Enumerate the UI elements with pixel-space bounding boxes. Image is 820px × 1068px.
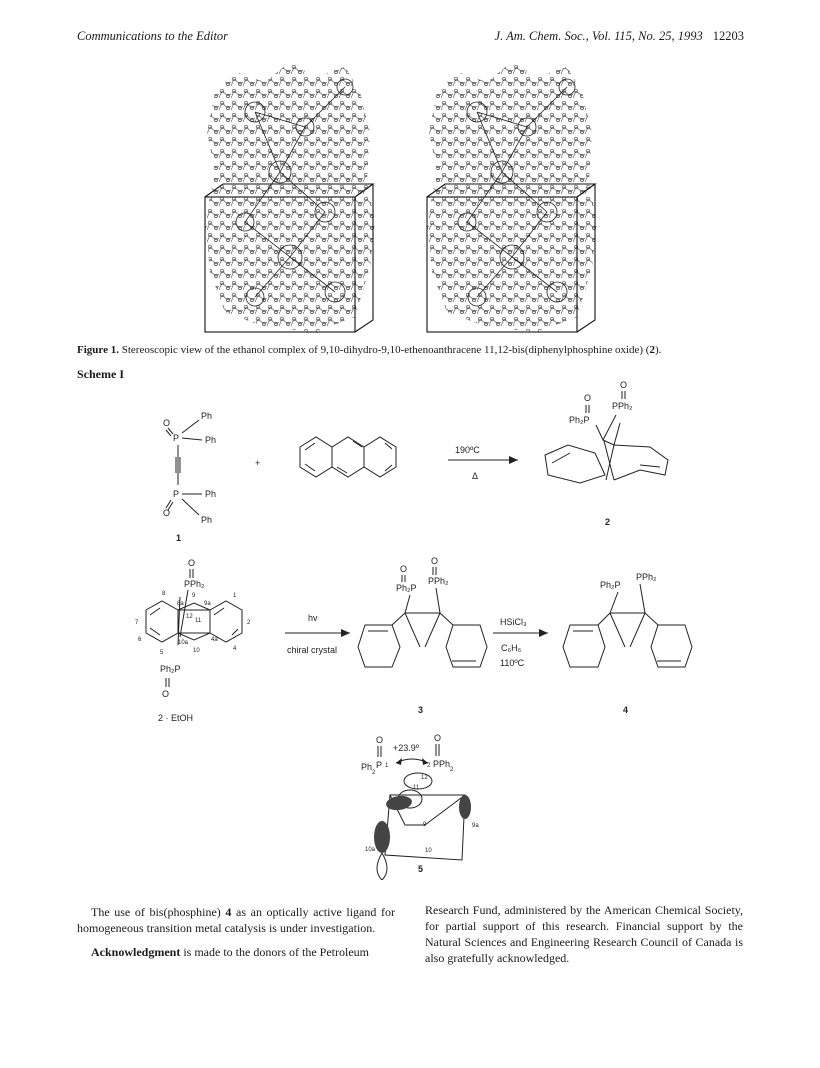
svg-text:O: O xyxy=(188,558,196,568)
acknowledgment-start: Acknowledgment is made to the donors of the Petroleum xyxy=(91,945,369,959)
svg-text:Ph₂P: Ph₂P xyxy=(396,583,417,593)
svg-text:1: 1 xyxy=(176,533,182,543)
svg-text:10a: 10a xyxy=(365,847,376,853)
reaction-arrow-1 xyxy=(448,445,518,481)
anthracene xyxy=(300,437,396,477)
figure-label: Figure 1. xyxy=(77,344,119,356)
svg-text:8a: 8a xyxy=(177,601,184,607)
svg-text:11: 11 xyxy=(195,618,202,624)
svg-text:5: 5 xyxy=(160,650,164,656)
svg-text:4: 4 xyxy=(233,646,237,652)
stereo-right-view xyxy=(427,62,597,332)
figure-caption xyxy=(77,344,757,356)
svg-text:HSiCl₃: HSiCl₃ xyxy=(500,617,527,627)
svg-text:5: 5 xyxy=(418,864,424,874)
svg-text:Ph₂P: Ph₂P xyxy=(160,664,181,674)
svg-text:Ph: Ph xyxy=(201,515,213,525)
svg-text:12: 12 xyxy=(421,775,428,781)
compound-3 xyxy=(358,556,487,715)
svg-text:Ph₂P: Ph₂P xyxy=(600,580,621,590)
svg-text:9: 9 xyxy=(192,593,196,599)
compound-2 xyxy=(545,380,668,527)
svg-text:7: 7 xyxy=(135,620,139,626)
compound-5-orbital-diagram xyxy=(361,733,479,880)
svg-text:P: P xyxy=(376,760,383,770)
svg-text:O: O xyxy=(584,393,592,403)
svg-text:Δ: Δ xyxy=(472,471,479,481)
svg-text:O: O xyxy=(163,418,171,428)
svg-text:O: O xyxy=(163,508,171,518)
svg-text:Ph: Ph xyxy=(201,411,213,421)
closing-paragraph: The use of bis(phosphine) 4 as an optically active ligand for homogeneous transition metal catalysis is under investigation. xyxy=(77,905,395,935)
running-header-left: Communications to the Editor xyxy=(77,29,229,43)
svg-text:P: P xyxy=(173,489,180,499)
svg-text:Ph: Ph xyxy=(205,435,217,445)
reaction-arrow-2 xyxy=(285,613,350,655)
caption-compound-number: 2 xyxy=(649,344,655,356)
journal-citation: J. Am. Chem. Soc., Vol. 115, No. 25, 1993 xyxy=(494,29,703,43)
svg-text:10: 10 xyxy=(193,648,200,654)
svg-text:2 · EtOH: 2 · EtOH xyxy=(158,713,194,723)
svg-text:8: 8 xyxy=(162,591,166,597)
svg-text:110ºC: 110ºC xyxy=(500,658,525,668)
svg-text:6: 6 xyxy=(138,637,142,643)
svg-text:Ph₂P: Ph₂P xyxy=(569,415,590,425)
svg-text:9: 9 xyxy=(423,822,427,828)
figure-caption-text: Stereoscopic view of the ethanol complex of 9,10-dihydro-9,10-ethenoanthracene 11,12-bis(diphenylphosphine oxide) ( xyxy=(121,344,650,356)
svg-text:2: 2 xyxy=(427,763,431,769)
svg-text:O: O xyxy=(620,380,628,390)
body-column-left xyxy=(77,904,395,968)
svg-text:C₆H₆: C₆H₆ xyxy=(501,643,522,653)
svg-text:4a: 4a xyxy=(211,637,218,643)
svg-text:9a: 9a xyxy=(204,601,211,607)
svg-text:chiral crystal: chiral crystal xyxy=(287,645,338,655)
body-column-right xyxy=(425,902,743,974)
svg-text:PPh₂: PPh₂ xyxy=(184,579,205,589)
stereo-packing-figure xyxy=(195,52,625,342)
svg-text:4: 4 xyxy=(623,705,629,715)
svg-text:9a: 9a xyxy=(472,823,479,829)
svg-text:PPh₂: PPh₂ xyxy=(636,572,657,582)
compound-2-etoh xyxy=(135,558,251,723)
compound-4 xyxy=(563,572,692,715)
svg-text:PPh2: PPh$_2$ xyxy=(433,759,454,773)
reaction-arrow-3 xyxy=(493,617,548,668)
svg-text:1: 1 xyxy=(385,763,389,769)
stereo-left-view xyxy=(205,62,375,332)
svg-text:O: O xyxy=(376,735,384,745)
svg-text:PPh₂: PPh₂ xyxy=(428,576,449,586)
plus-sign: + xyxy=(255,458,261,468)
svg-text:O: O xyxy=(162,689,170,699)
svg-text:P: P xyxy=(173,433,180,443)
svg-text:Ph2: $Ph_2$ xyxy=(361,762,376,776)
scheme-diagram xyxy=(0,375,820,880)
svg-text:O: O xyxy=(431,556,439,566)
svg-text:1: 1 xyxy=(233,593,237,599)
svg-text:Ph: Ph xyxy=(205,489,217,499)
svg-text:2: 2 xyxy=(605,517,611,527)
svg-text:O: O xyxy=(400,564,408,574)
running-header-right xyxy=(495,29,744,44)
caption-end: ). xyxy=(654,344,662,356)
svg-text:+23.9º: +23.9º xyxy=(393,743,420,753)
svg-text:O: O xyxy=(434,733,442,743)
svg-text:11: 11 xyxy=(413,785,420,791)
svg-text:10: 10 xyxy=(425,848,432,854)
svg-text:190ºC: 190ºC xyxy=(455,445,480,455)
svg-text:10a: 10a xyxy=(178,640,189,646)
acknowledgment-continued: Research Fund, administered by the American Chemical Society, for partial support of this research. Financial support by the Natural Sciences and Engineering Research Council of Canada is also gratefully acknowledged. xyxy=(425,903,743,965)
scheme-title: Scheme I xyxy=(77,367,124,381)
compound-1 xyxy=(163,411,216,543)
svg-text:PPh₂: PPh₂ xyxy=(612,401,633,411)
svg-text:3: 3 xyxy=(418,705,424,715)
page-number: 12203 xyxy=(712,29,744,43)
svg-text:2: 2 xyxy=(247,620,251,626)
svg-text:12: 12 xyxy=(186,614,193,620)
svg-text:hv: hv xyxy=(308,613,318,623)
